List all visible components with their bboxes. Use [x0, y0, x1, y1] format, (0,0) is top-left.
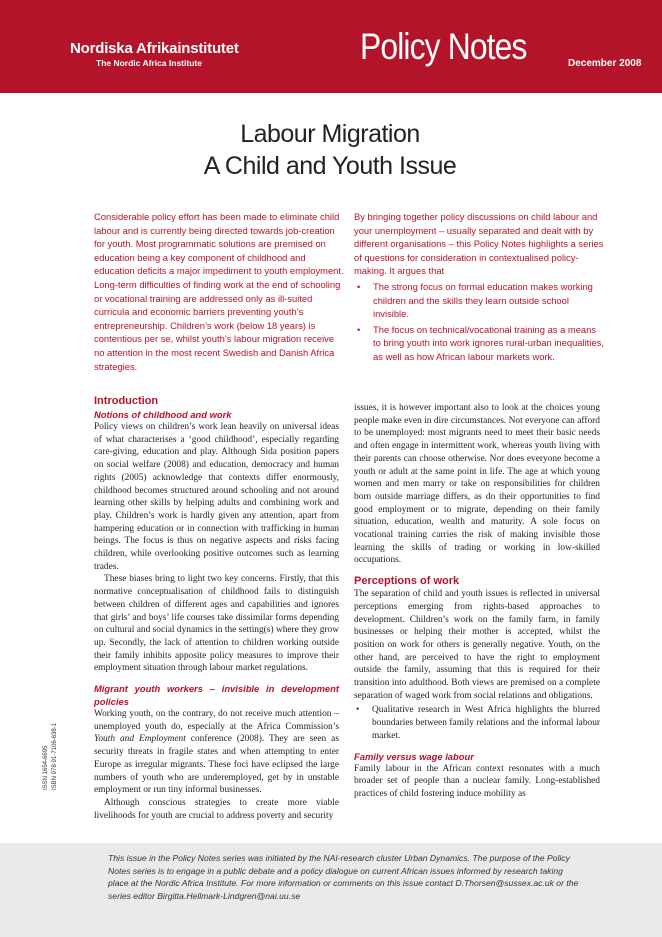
body-bullet-list [354, 704, 600, 742]
subheading-notions: Notions of childhood and work [94, 409, 232, 420]
institute-logo[interactable] [70, 40, 239, 68]
section-heading-perceptions: Perceptions of work [354, 575, 460, 588]
body-bullet: • Qualitative research in West Africa highlights the blurred boundaries between family relations and the informal labour market. [354, 704, 600, 742]
body-column-left [94, 394, 339, 822]
paragraph: Although conscious strategies to create more viable livelihoods for youth are crucial to address poverty and security [94, 797, 339, 821]
isbn-block [42, 723, 60, 790]
logo-name: Nordiska Afrikainstitutet [70, 40, 239, 57]
document-title-line-2: A Child and Youth Issue [203, 152, 457, 180]
abstract-left-text: Considerable policy effort has been made to eliminate child labour and is currently being directed towards job-creation for youth. Most programmatic solutions are premised on education being a key component of childhood and education deficits a major impediment to youth employment. Long-term difficulties of finding work at the end of schooling or vocational training are addressed only as ill-suited curricula and economic barriers preventing youth’s entrepreneurship. Children’s work (below 18 years) is contentious per se, whilst youth’s labour migration receive no attention in the most recent Swedish and Danish Africa strategies. [94, 211, 344, 372]
abstract-bullet-list [354, 280, 604, 364]
abstract-left [94, 210, 346, 373]
paragraph [94, 708, 339, 797]
paragraph: The separation of child and youth issues is reflected in universal perceptions emerging from rights-based approaches to development. Children’s work on the family farm, in family businesses or helping their mother is accepted, whilst the position on work for others is generally negative. Youth, on the other hand, are perceived to have the right to employment outside the family, assuming that this is required for their transition into adulthood. Both views are premised on a complete separation of waged work from social relations and obligations. [354, 589, 600, 701]
abstract-bullet: • The strong focus on formal education makes working children and the skills they learn outside school invisible. [354, 280, 604, 321]
abstract-bullet: • The focus on technical/vocational training as a means to bring youth into work ignores rural-urban inequalities, as well as how African labour markets work. [354, 323, 604, 364]
subheading-family-labour: Family versus wage labour [354, 750, 474, 762]
series-title: Policy Notes [360, 26, 527, 67]
subheading-migrant-youth: Migrant youth workers – invisible in development policies [94, 683, 339, 708]
isbn-number: ISBN 978-91-7106-638-1 [52, 722, 58, 790]
header-banner [0, 0, 662, 93]
issue-date: December 2008 [568, 58, 642, 69]
paragraph-text: conference (2008). They are seen as security threats in fragile states and when attempting to enter Europe as irregular migrants. These foci have eclipsed the large numbers of youth who are underemployed, get by in unstable employment or run tiny informal businesses. [94, 734, 339, 796]
issn-number: ISSN 1654-6695 [43, 745, 49, 790]
logo-subtitle: The Nordic Africa Institute [96, 58, 202, 68]
abstract-right [354, 210, 604, 364]
footer-text: This issue in the Policy Notes series was initiated by the NAI-research cluster Urban Dynamics. The purpose of the Policy Notes series is to engage in a public debate and a policy dialogue on current African issues informed by research taking place at the Nordic Africa Institute. For more information or comments on this issue contact D.Thorsen@sussex.ac.uk or the series editor Birgitta.Hellmark-Lindgren@nai.uu.se [108, 853, 579, 901]
body-column-right [354, 402, 600, 801]
document-title-line-1: Labour Migration [240, 120, 420, 148]
abstract-right-intro: By bringing together policy discussions on child labour and your unemployment – usually separated and dealt with by different organisations – this Policy Notes highlights a series of questions for consideration in contextualised policy-making. It argues that [354, 211, 604, 277]
paragraph-text: Working youth, on the contrary, do not receive much attention – unemployed youth do, especially at the Africa Commission’s [94, 709, 339, 732]
paragraph: Policy views on children’s work lean heavily on universal ideas of what characterises a ‘good childhood’, especially regarding care-giving, education and play. Although Sida position papers on social welfare (2008) and education, democracy and human rights (2005) acknowledge that contexts differ enormously, childhood becomes structured around schooling and not around learning other skills by helping adults and combining work and play. Children’s work is hardly given any attention, apart from hampering education or in connection with trafficking in human beings. The focus is thus on negative aspects and risks facing children, while overlooking positive outcomes such as learning trades. [94, 422, 339, 572]
paragraph: These biases bring to light two key concerns. Firstly, that this normative conceptualisation of childhood fails to distinguish between children of different ages and capabilities and ignores that girls’ and boys’ life courses take dissimilar forms depending on cultural and social dynamics in the setting(s) where they grow up. Secondly, the lack of attention to children working outside their family inhibits apposite policy measures to improve their employment situation through labour market regulations. [94, 574, 339, 674]
paragraph: issues, it is however important also to look at the choices young people make even in dire circumstances. Not everyone can afford to be unemployed: most migrants need to meet their basic needs and often engage in intermittent work, whereas youth living with their parents can choose otherwise. Nor does everyone become a youth or adult at the same point in life. The age at which young women and men marry or take on responsibilities for children born outside marriage differs, as do their opportunities to find good employment or to migrate, depending on their family situation, education, wealth and maturity. A sole focus on vocational training carries the risk of making invisible those learning the skills of trading or working in low-skilled occupations. [354, 403, 600, 566]
conference-name: Youth and Employment [94, 734, 186, 745]
paragraph: Family labour in the African context resonates with a much broader set of people than a nuclear family. Long-established practices of child fostering induce mobility as [354, 763, 600, 799]
section-heading-introduction: Introduction [94, 395, 159, 407]
